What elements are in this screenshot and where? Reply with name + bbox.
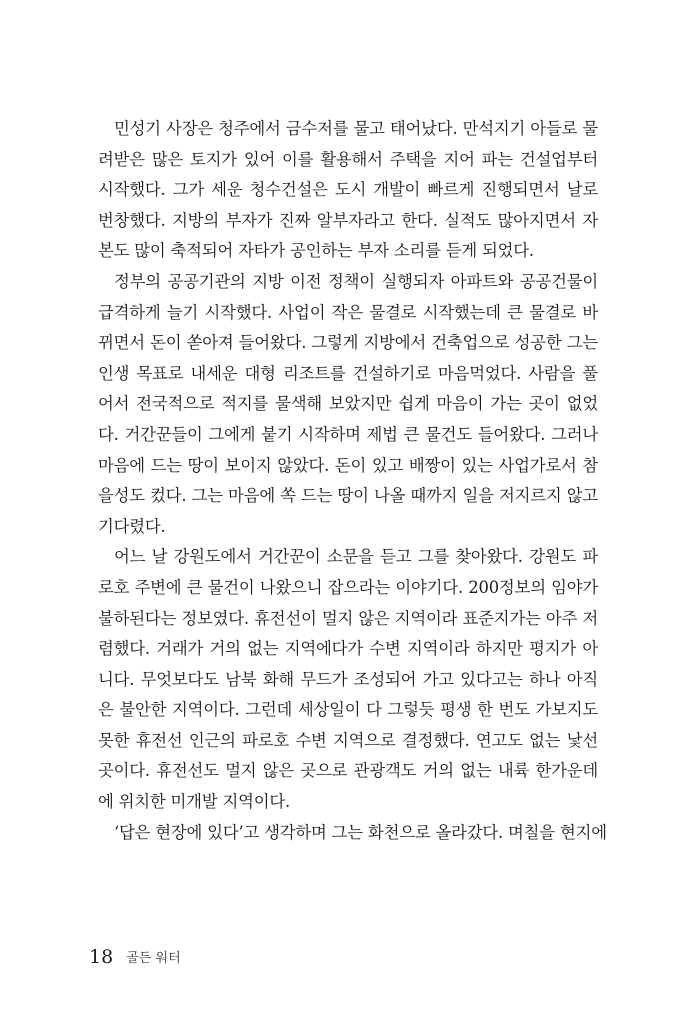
paragraph-2-line-8: 을성도 컸다. 그는 마음에 쏙 드는 땅이 나올 때까지 일을 저지르지 않고 xyxy=(98,486,598,506)
paragraph-3-line-2: 로호 주변에 큰 물건이 나왔으니 잡으라는 이야기다. 200정보의 임야가 xyxy=(98,577,598,597)
page-footer xyxy=(89,945,181,969)
paragraph-3-line-6: 은 불안한 지역이다. 그런데 세상일이 다 그렇듯 평생 한 번도 가보지도 xyxy=(98,700,598,720)
paragraph-2-line-2: 급격하게 늘기 시작했다. 사업이 작은 물결로 시작했는데 큰 물결로 바 xyxy=(98,302,598,322)
paragraph-1-line-3: 시작했다. 그가 세운 청수건설은 도시 개발이 빠르게 진행되면서 날로 xyxy=(98,180,598,200)
paragraph-2-line-6: 다. 거간꾼들이 그에게 붙기 시작하며 제법 큰 물건도 들어왔다. 그러나 xyxy=(98,424,598,444)
paragraph-1-line-5: 본도 많이 축적되어 자타가 공인하는 부자 소리를 듣게 되었다. xyxy=(98,241,534,261)
paragraph-3-line-3: 불하된다는 정보였다. 휴전선이 멀지 않은 지역이라 표준지가는 아주 저 xyxy=(98,608,598,628)
paragraph-2-line-1: 정부의 공공기관의 지방 이전 정책이 실행되자 아파트와 공공건물이 xyxy=(114,271,598,291)
paragraph-1-line-1: 민성기 사장은 청주에서 금수저를 물고 태어났다. 만석지기 아들로 물 xyxy=(114,119,598,138)
paragraph-3-line-7: 못한 휴전선 인근의 파로호 수변 지역으로 결정했다. 연고도 없는 낯선 xyxy=(98,730,598,750)
paragraph-3-line-5: 니다. 무엇보다도 남북 화해 무드가 조성되어 가고 있다고는 하나 아직 xyxy=(98,669,598,689)
running-title: 골든 워터 xyxy=(126,951,181,966)
paragraph-1-line-2: 려받은 많은 토지가 있어 이를 활용해서 주택을 지어 파는 건설업부터 xyxy=(98,149,598,169)
paragraph-2-line-7: 마음에 드는 땅이 보이지 않았다. 돈이 있고 배짱이 있는 사업가로서 참 xyxy=(98,455,598,475)
body-text xyxy=(98,114,607,848)
paragraph-3-line-4: 렴했다. 거래가 거의 없는 지역에다가 수변 지역이라 하지만 평지가 아 xyxy=(98,639,598,659)
paragraph-3-line-9: 에 위치한 미개발 지역이다. xyxy=(98,792,291,812)
paragraph-2-line-5: 어서 전국적으로 적지를 물색해 보았지만 쉽게 마음이 가는 곳이 없었 xyxy=(98,394,598,414)
page-number: 18 xyxy=(89,946,114,968)
paragraph-2-line-3: 뀌면서 돈이 쏟아져 들어왔다. 그렇게 지방에서 건축업으로 성공한 그는 xyxy=(98,333,598,353)
paragraph-2-line-4: 인생 목표로 내세운 대형 리조트를 건설하기로 마음먹었다. 사람을 풀 xyxy=(98,363,598,383)
paragraph-1-line-4: 번창했다. 지방의 부자가 진짜 알부자라고 한다. 실적도 많아지면서 자 xyxy=(98,210,598,230)
paragraph-2-line-9: 기다렸다. xyxy=(98,516,166,536)
paragraph-3-line-1: 어느 날 강원도에서 거간꾼이 소문을 듣고 그를 찾아왔다. 강원도 파 xyxy=(114,547,598,567)
paragraph-4-line-1: ‘답은 현장에 있다’고 생각하며 그는 화천으로 올라갔다. 며칠을 현지에 xyxy=(114,822,607,842)
paragraph-3-line-8: 곳이다. 휴전선도 멀지 않은 곳으로 관광객도 거의 없는 내륙 한가운데 xyxy=(98,761,598,781)
